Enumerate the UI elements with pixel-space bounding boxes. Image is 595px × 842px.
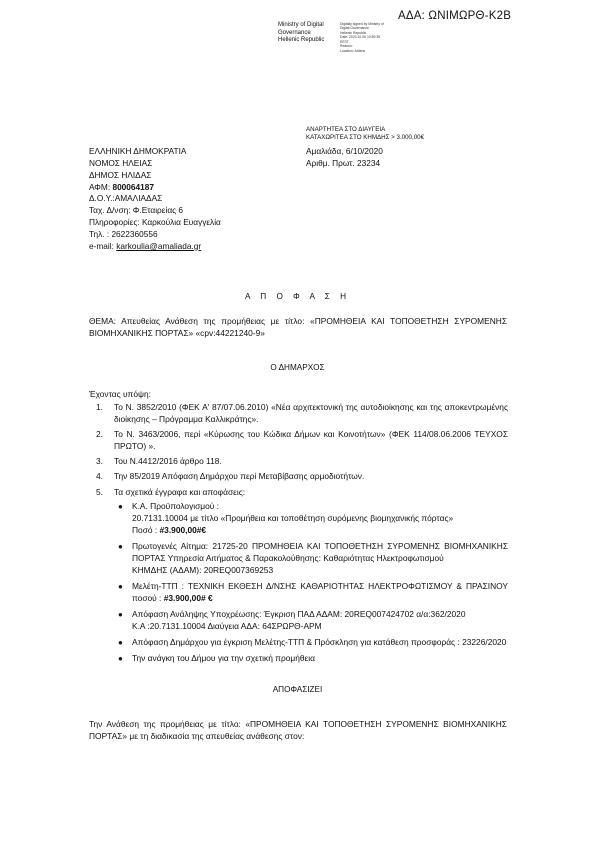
list-item	[96, 471, 508, 483]
phone-line: Τηλ. : 2622360556	[89, 229, 158, 240]
municipality-line: ΔΗΜΟΣ ΗΛΙΔΑΣ	[89, 169, 152, 180]
having-heading: Έχοντας υπόψη:	[89, 389, 151, 399]
sub-line: Πρωτογενές Αίτημα: 21725-20 ΠΡΟΜΗΘΕΙΑ ΚΑΙ ΤΟΠΟΘΕΤΗΣΗ ΣΥΡΟΜΕΝΗΣ ΒΙΟΜΗΧΑΝΙΚΗΣ ΠΟΡΤΑΣ Υπηρεσία Αιτήματος & Παρακολούθησης: Καθαριότητας Ηλεκτροφωτισμού	[132, 541, 508, 563]
list-item	[96, 429, 508, 453]
doy-line: Δ.Ο.Υ.:ΑΜΑΛΙΑΔΑΣ	[89, 193, 163, 204]
afm-value: 800064187	[112, 181, 154, 192]
sub-line: Απόφαση Ανάληψης Υποχρέωσης: Έγκριση ΠΑΔ ΑΔΑΜ: 20REQ007424702 α/α:362/2020	[132, 608, 466, 619]
sub-line	[132, 581, 508, 605]
email-link[interactable]: karkoulia@amaliada.gr	[116, 240, 202, 251]
sub-line	[132, 525, 508, 537]
list-item	[96, 487, 508, 665]
sub-line: Κ.Α. Προϋπολογισμού :	[132, 501, 220, 512]
item-number: 3.	[96, 456, 103, 467]
sub-line: Την ανάγκη του Δήμου για την σχετική προμήθεια	[132, 653, 315, 664]
bullet-icon: ●	[118, 638, 123, 648]
item-text: Την 85/2019 Απόφαση Δημάρχου περί Μεταβίβασης αρμοδιοτήτων.	[114, 471, 365, 482]
signature-line: Hellenic Republic	[340, 30, 367, 35]
award-paragraph: Την Ανάθεση της προμήθειας με τίτλο: «ΠΡΟΜΗΘΕΙΑ ΚΑΙ ΤΟΠΟΘΕΤΗΣΗ ΣΥΡΟΜΕΝΗΣ ΒΙΟΜΗΧΑΝΙΚΗΣ ΠΟΡΤΑΣ» με τη διαδικασία της απευθείας ανάθεσης στον:	[89, 719, 507, 742]
list-item	[96, 402, 508, 426]
list-item	[96, 456, 508, 468]
ministry-signature	[278, 22, 338, 45]
ministry-line: Ministry of Digital	[278, 22, 324, 28]
sublist-item	[116, 609, 508, 633]
sender-block	[89, 146, 221, 253]
sub-line: Απόφαση Δημάρχου για έγκριση Μελέτης-ΤΤΠ & Πρόσκληση για κατάθεση προσφοράς : 23226/2020	[132, 637, 507, 648]
digital-signature-details	[340, 22, 415, 53]
bullet-icon: ●	[118, 581, 123, 591]
study-amount: #3.900,00# €	[163, 592, 213, 603]
sublist-item	[116, 581, 508, 605]
item-number: 5.	[96, 486, 103, 497]
ada-code: ΑΔΑ: ΩΝΙΜΩΡΘ-Κ2Β	[398, 10, 512, 22]
email-line	[89, 241, 221, 253]
sublist-item	[116, 653, 508, 665]
item-number: 4.	[96, 471, 103, 482]
protocol-number: Αριθμ. Πρωτ. 23234	[306, 157, 381, 168]
sublist-item	[116, 541, 508, 576]
subject-paragraph: ΘΕΜΑ: Απευθείας Ανάθεση της προμήθειας με τίτλο: «ΠΡΟΜΗΘΕΙΑ ΚΑΙ ΤΟΠΟΘΕΤΗΣΗ ΣΥΡΟΜΕΝΗΣ ΒΙΟΜΗΧΑΝΙΚΗΣ ΠΟΡΤΑΣ» «cpv:44221240-9»	[89, 316, 507, 339]
amount-label: Ποσό :	[132, 524, 160, 535]
document-date: Αμαλιάδα, 6/10/2020	[306, 146, 383, 156]
posting-line: ΚΑΤΑΧΩΡΙΤΕΑ ΣΤΟ ΚΗΜΔΗΣ > 3.000,00€	[306, 134, 425, 142]
signature-line: Location: Athens	[340, 48, 366, 53]
bullet-icon: ●	[118, 654, 123, 664]
signature-line: Digitally signed by Ministry of	[340, 22, 384, 26]
item-text: Του Ν.4412/2016 άρθρο 118.	[114, 456, 222, 467]
signature-line: Date: 2020.10.06 10:59:39	[340, 35, 381, 40]
sub-line: ΚΗΜΔΗΣ (ΑΔΑΜ): 20REQ007369253	[132, 564, 274, 575]
sublist-item	[116, 501, 508, 536]
amount-value: #3.900,00#€	[159, 524, 207, 535]
document-title: Α Π Ο Φ Α Σ Η	[244, 292, 350, 301]
email-label: e-mail:	[89, 240, 117, 251]
bullet-icon: ●	[118, 502, 123, 512]
afm-label: ΑΦΜ:	[89, 181, 111, 192]
sub-line: Κ.Α :20.7131.10004 Διαύγεια ΑΔΑ: 64ΣΡΩΡΘ-ΑΡΜ	[132, 620, 322, 631]
afm-line	[89, 182, 221, 194]
bullet-icon: ●	[118, 609, 123, 619]
date-block	[306, 146, 383, 170]
ministry-line: Governance	[278, 29, 311, 36]
signature-line: Digital Governance,	[340, 26, 370, 31]
ministry-line: Hellenic Republic	[278, 37, 325, 43]
posting-line: ΑΝΑΡΤΗΤΕΑ ΣΤΟ ΔΙΑΥΓΕΙΑ	[306, 126, 386, 133]
documents-sublist	[116, 501, 508, 665]
decides-heading: ΑΠΟΦΑΣΙΖΕΙ	[272, 685, 323, 694]
study-text: Μελέτη-ΤΤΠ : ΤΕΧΝΙΚΗ ΕΚΘΕΣΗ Δ/ΝΣΗΣ ΚΑΘΑΡΙΟΤΗΤΑΣ ΗΛΕΚΤΡΟΦΩΤΙΣΜΟΥ & ΠΡΑΣΙΝΟΥ ποσού :	[132, 580, 508, 603]
info-line: Πληροφορίες: Καρκούλια Ευαγγελία	[89, 217, 221, 228]
prefecture-line: ΝΟΜΟΣ ΗΛΕΙΑΣ	[89, 157, 153, 168]
sub-line: 20.7131.10004 με τίτλο «Προμήθεια και τοποθέτηση συρόμενης βιομηχανικής πόρτας»	[132, 513, 454, 524]
legal-basis-list	[96, 402, 508, 670]
signature-line: Reason:	[340, 44, 353, 49]
country-line: ΕΛΛΗΝΙΚΗ ΔΗΜΟΚΡΑΤΙΑ	[89, 146, 187, 156]
address-line: Ταχ. Δ/νση: Φ.Εταιρείας 6	[89, 205, 184, 216]
item-number: 2.	[96, 429, 103, 440]
item-text: Το Ν. 3852/2010 (ΦΕΚ Α' 87/07.06.2010) «Νέα αρχιτεκτονική της αυτοδιοίκησης και της αποκεντρωμένης διοίκησης – Πρόγραμμα Καλλικράτης».	[114, 402, 508, 424]
mayor-heading: Ο ΔΗΜΑΡΧΟΣ	[270, 363, 325, 372]
item-text: Το Ν. 3463/2006, περί «Κύρωσης του Κώδικα Δήμων και Κοινοτήτων» (ΦΕΚ 114/08.06.2006 ΤΕΥΧΟΣ ΠΡΩΤΟ) ».	[114, 429, 508, 451]
bullet-icon: ●	[118, 542, 123, 552]
posting-note	[306, 126, 424, 143]
signature-line: EEST	[340, 39, 349, 44]
item-text: Τα σχετικά έγγραφα και αποφάσεις:	[114, 486, 246, 497]
sublist-item	[116, 637, 508, 649]
item-number: 1.	[96, 402, 103, 412]
